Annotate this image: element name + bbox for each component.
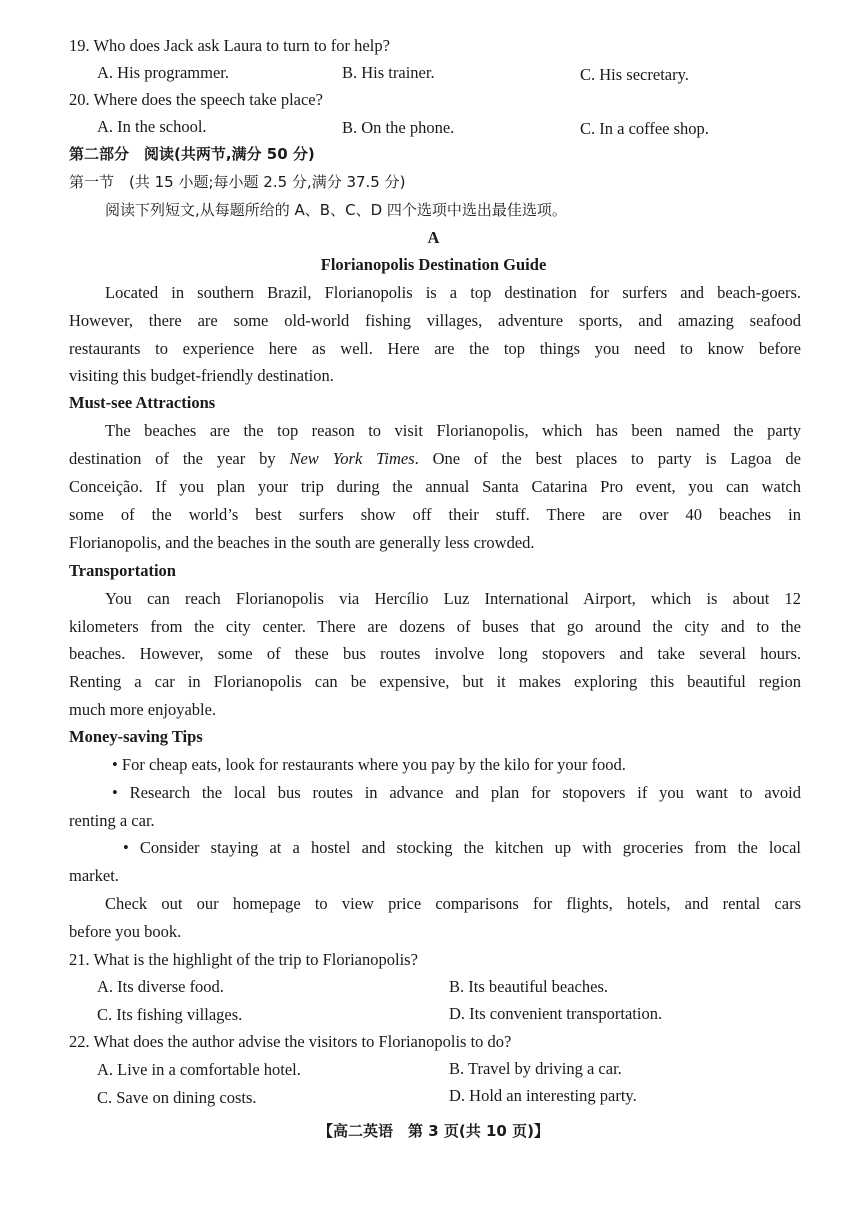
newspaper-name: New York Times xyxy=(289,449,415,468)
attractions-line-4: some of the world’s best surfers show off their stuff. There are over 40 beaches in xyxy=(69,505,801,524)
intro-line-4: visiting this budget-friendly destination. xyxy=(69,366,334,385)
attractions-line-3: Conceição. If you plan your trip during the annual Santa Catarina Pro event, you can watch xyxy=(69,477,801,496)
transport-line-1: You can reach Florianopolis via Hercílio Luz International Airport, which is about 12 xyxy=(105,589,801,608)
heading-transportation: Transportation xyxy=(69,561,176,580)
attractions-line-5: Florianopolis, and the beaches in the south are generally less crowded. xyxy=(69,533,535,552)
attractions-line-2-post: . One of the best places to party is Lagoa de xyxy=(414,449,801,468)
attractions-line-2 xyxy=(69,449,801,469)
question-21-option-a: A. Its diverse food. xyxy=(97,977,224,996)
heading-attractions: Must-see Attractions xyxy=(69,393,216,412)
page-footer: 【高二英语 第 3 页(共 10 页)】 xyxy=(318,1122,549,1140)
transport-line-4: Renting a car in Florianopolis can be expensive, but it makes exploring this beautiful region xyxy=(69,672,801,691)
question-22-option-c: C. Save on dining costs. xyxy=(97,1088,257,1107)
closing-line-2: before you book. xyxy=(69,922,182,941)
question-22-option-d: D. Hold an interesting party. xyxy=(449,1086,637,1105)
question-22-option-b: B. Travel by driving a car. xyxy=(449,1059,622,1078)
intro-line-3: restaurants to experience here as well. Here are the top things you need to know before xyxy=(69,339,801,358)
transport-line-5: much more enjoyable. xyxy=(69,700,217,719)
attractions-line-2-pre: destination of the year by xyxy=(69,449,276,468)
part-two-title: 第二部分 阅读(共两节,满分 50 分) xyxy=(69,145,315,163)
question-21-stem: 21. What is the highlight of the trip to Florianopolis? xyxy=(69,950,418,969)
tip-3-line-2: market. xyxy=(69,866,119,885)
transport-line-3: beaches. However, some of these bus routes involve long stopovers and take several hours. xyxy=(69,644,801,663)
attractions-line-1: The beaches are the top reason to visit Florianopolis, which has been named the party xyxy=(105,421,801,440)
reading-instruction: 阅读下列短文,从每题所给的 A、B、C、D 四个选项中选出最佳选项。 xyxy=(105,201,567,219)
question-20-stem: 20. Where does the speech take place? xyxy=(69,90,323,109)
question-20-option-c: C. In a coffee shop. xyxy=(580,119,709,138)
question-22-option-a: A. Live in a comfortable hotel. xyxy=(97,1060,301,1079)
heading-money-saving-tips: Money-saving Tips xyxy=(69,727,203,746)
tip-1: • For cheap eats, look for restaurants where you pay by the kilo for your food. xyxy=(112,755,626,774)
tip-2-line-2: renting a car. xyxy=(69,811,155,830)
intro-line-1: Located in southern Brazil, Florianopolis is a top destination for surfers and beach-goers. xyxy=(105,283,801,302)
closing-line-1: Check out our homepage to view price comparisons for flights, hotels, and rental cars xyxy=(105,894,801,913)
question-19-option-c: C. His secretary. xyxy=(580,65,689,84)
question-21-option-c: C. Its fishing villages. xyxy=(97,1005,243,1024)
intro-line-2: However, there are some old-world fishing villages, adventure sports, and amazing seafood xyxy=(69,311,801,330)
question-19-option-b: B. His trainer. xyxy=(342,63,435,82)
passage-label: A xyxy=(427,228,440,247)
question-22-stem: 22. What does the author advise the visitors to Florianopolis to do? xyxy=(69,1032,512,1051)
question-20-option-b: B. On the phone. xyxy=(342,118,455,137)
question-19-option-a: A. His programmer. xyxy=(97,63,229,82)
section-one-title: 第一节 (共 15 小题;每小题 2.5 分,满分 37.5 分) xyxy=(69,173,406,191)
passage-title: Florianopolis Destination Guide xyxy=(320,255,547,274)
question-21-option-d: D. Its convenient transportation. xyxy=(449,1004,663,1023)
question-20-option-a: A. In the school. xyxy=(97,117,207,136)
transport-line-2: kilometers from the city center. There are dozens of buses that go around the city and to the xyxy=(69,617,801,636)
question-19-stem: 19. Who does Jack ask Laura to turn to for help? xyxy=(69,36,390,55)
tip-2-line-1: • Research the local bus routes in advance and plan for stopovers if you want to avoid xyxy=(112,783,801,802)
tip-3-line-1: • Consider staying at a hostel and stocking the kitchen up with groceries from the local xyxy=(123,838,801,857)
question-21-option-b: B. Its beautiful beaches. xyxy=(449,977,608,996)
